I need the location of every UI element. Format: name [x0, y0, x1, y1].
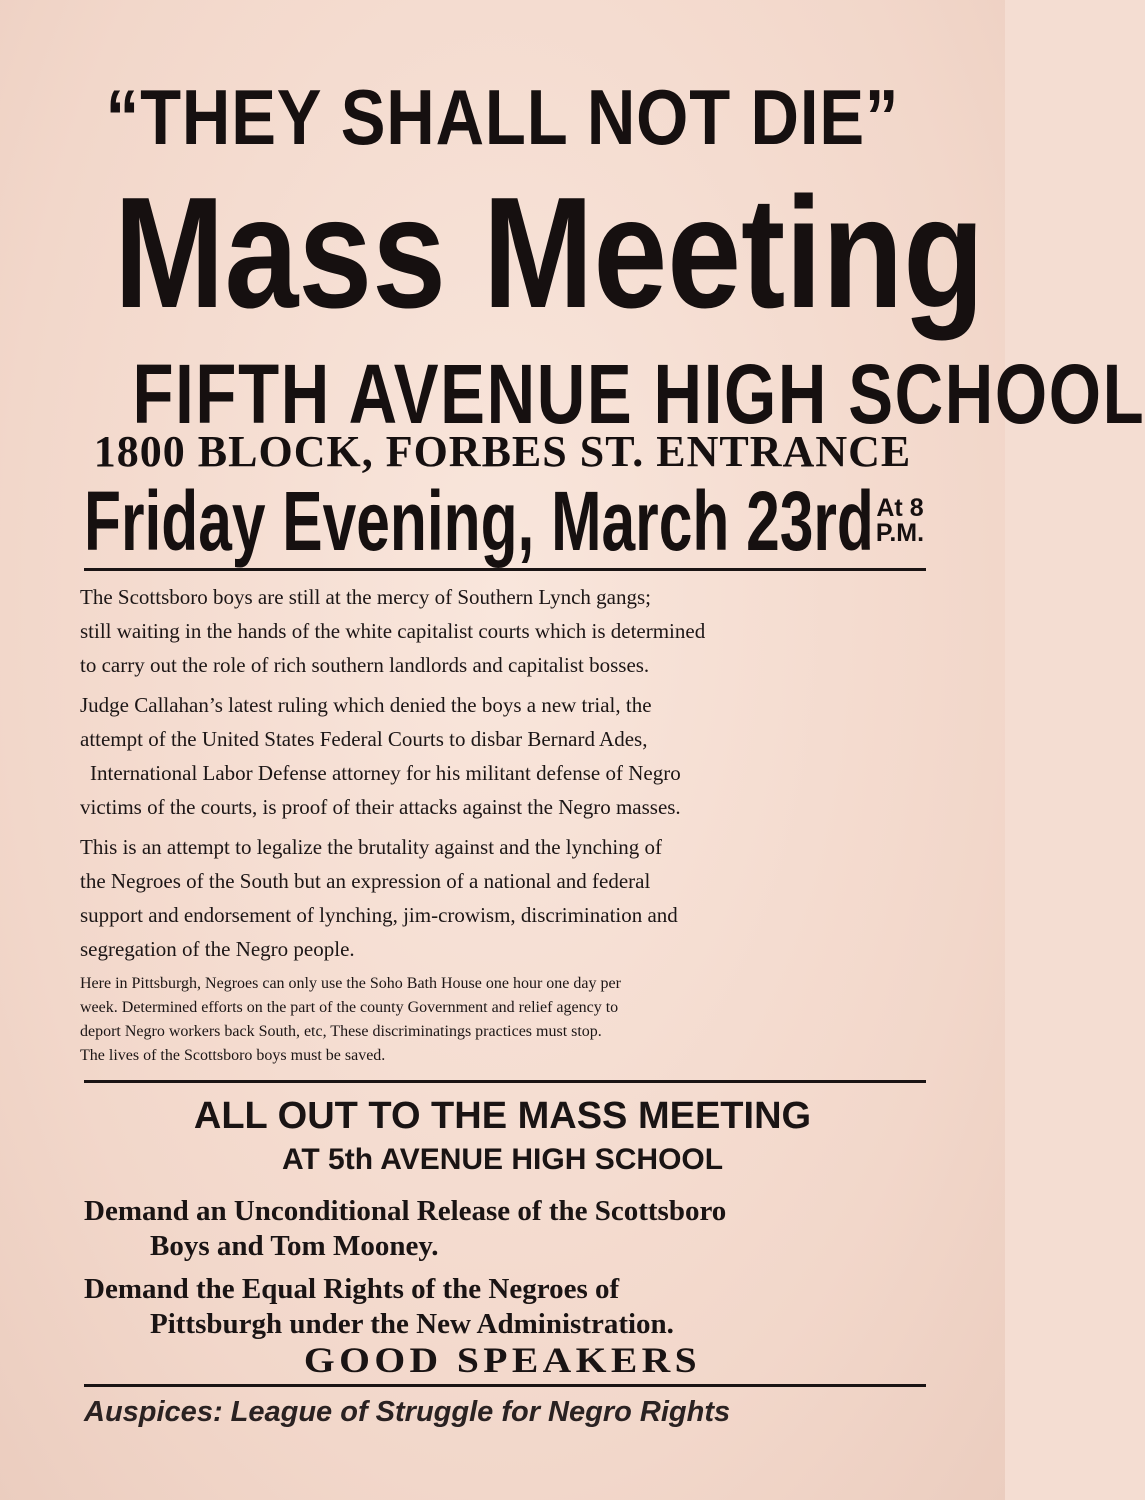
paragraph-1	[80, 580, 930, 682]
para-line: week. Determined efforts on the part of the county Government and relief agency to	[80, 999, 619, 1016]
demand-equal-rights	[84, 1272, 944, 1342]
para-line: This is an attempt to legalize the brutality against and the lynching of	[80, 835, 663, 859]
para-line: victims of the courts, is proof of their attacks against the Negro masses.	[80, 795, 681, 819]
divider-bottom	[84, 1384, 926, 1387]
event-time	[860, 496, 940, 546]
para-line: deport Negro workers back South, etc, These discriminatings practices must stop.	[80, 1023, 602, 1040]
time-at: At 8	[876, 494, 924, 522]
mass-meeting-heading: Mass Meeting	[114, 165, 985, 341]
para-line: segregation of the Negro people.	[80, 937, 355, 961]
date-row	[60, 476, 960, 566]
para-line: the Negroes of the South but an expression of a national and federal	[80, 869, 651, 893]
divider-top	[84, 568, 926, 571]
auspices-line: Auspices: League of Struggle for Negro Rights	[84, 1396, 731, 1428]
good-speakers: GOOD SPEAKERS	[303, 1340, 702, 1380]
demand-line: Demand an Unconditional Release of the Scottsboro	[84, 1195, 727, 1227]
para-line: support and endorsement of lynching, jim-crowism, discrimination and	[80, 903, 678, 927]
demand-line: Boys and Tom Mooney.	[150, 1230, 439, 1262]
para-line: Judge Callahan’s latest ruling which denied the boys a new trial, the	[80, 693, 652, 717]
cta-title: ALL OUT TO THE MASS MEETING	[193, 1095, 812, 1137]
para-line: The lives of the Scottsboro boys must be saved.	[80, 1047, 386, 1064]
school-name: FIFTH AVENUE HIGH SCHOOL	[132, 347, 1145, 441]
demand-line: Pittsburgh under the New Administration.	[150, 1308, 674, 1340]
demand-line: Demand the Equal Rights of the Negroes of	[84, 1273, 620, 1305]
para-line: still waiting in the hands of the white capitalist courts which is determined	[80, 619, 706, 643]
time-pm: P.M.	[875, 519, 925, 547]
para-line: The Scottsboro boys are still at the mercy of Southern Lynch gangs;	[80, 585, 651, 609]
divider-middle	[84, 1080, 926, 1083]
paragraph-2	[80, 688, 930, 824]
event-date: Friday Evening, March 23rd	[84, 474, 874, 568]
paragraph-4	[80, 972, 930, 1068]
quote-title: “THEY SHALL NOT DIE”	[105, 73, 900, 161]
block-address: 1800 BLOCK, FORBES ST. ENTRANCE	[93, 427, 912, 476]
cta-subtitle: AT 5th AVENUE HIGH SCHOOL	[281, 1143, 724, 1176]
para-line: to carry out the role of rich southern landlords and capitalist bosses.	[80, 653, 650, 677]
para-line: International Labor Defense attorney for his militant defense of Negro	[90, 761, 681, 785]
para-line: attempt of the United States Federal Courts to disbar Bernard Ades,	[80, 727, 648, 751]
demand-release	[84, 1194, 944, 1264]
paragraph-3	[80, 830, 930, 966]
para-line: Here in Pittsburgh, Negroes can only use the Soho Bath House one hour one day per	[80, 975, 621, 992]
